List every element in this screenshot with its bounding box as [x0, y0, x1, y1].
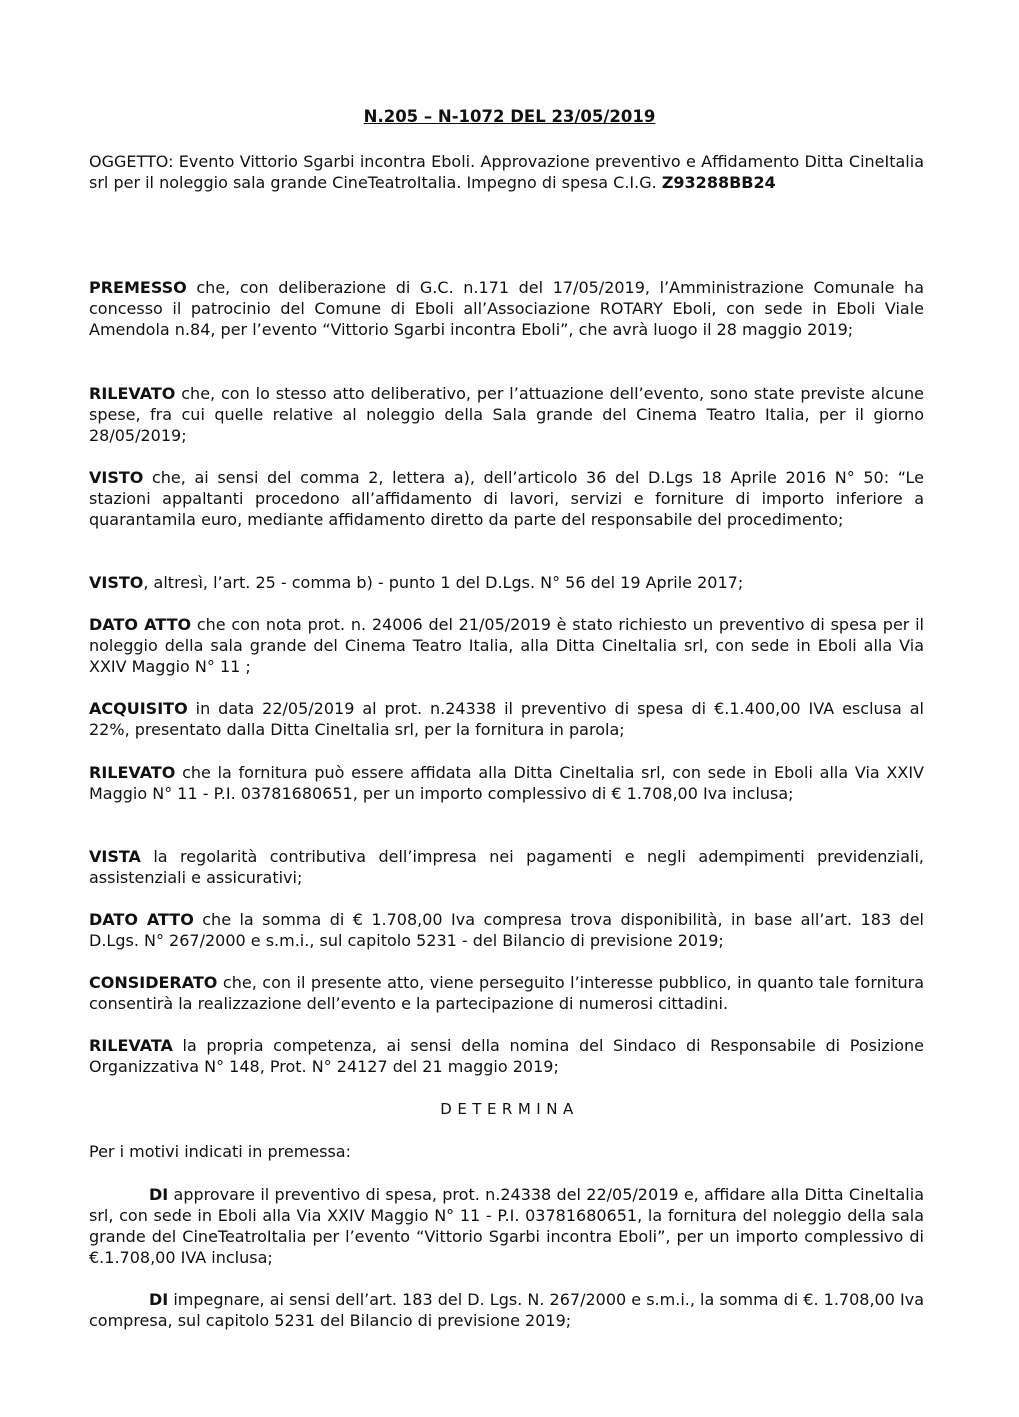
paragraph-keyword: PREMESSO: [89, 278, 187, 297]
paragraph-rilevato-fornitura: [89, 762, 924, 804]
determina-heading: DETERMINA: [440, 1100, 579, 1118]
paragraph-rilevato: [89, 383, 924, 446]
paragraph-keyword: VISTA: [89, 847, 141, 866]
paragraph-text: che, ai sensi del comma 2, lettera a), dell’articolo 36 del D.Lgs 18 Aprile 2016 N° 50: “Le stazioni appaltanti procedono all’affidamento di lavori, servizi e forniture di importo inferiore a quarantamila euro, mediante affidamento diretto da parte del responsabile del procedimento;: [89, 468, 924, 529]
paragraph-text: che con nota prot. n. 24006 del 21/05/2019 è stato richiesto un preventivo di spesa per il noleggio della sala grande del Cinema Teatro Italia, alla Ditta CineItalia srl, con sede in Eboli alla Via XXIV Maggio N° 11 ;: [89, 615, 925, 676]
oggetto-paragraph: [89, 151, 924, 193]
paragraph-text: , altresì, l’art. 25 - comma b) - punto 1 del D.Lgs. N° 56 del 19 Aprile 2017;: [143, 573, 744, 592]
paragraph-acquisito: [89, 698, 924, 740]
oggetto-text: OGGETTO: Evento Vittorio Sgarbi incontra Eboli. Approvazione preventivo e Affidamento Ditta CineItalia srl per il noleggio sala grande CineTeatroItalia. Impegno di spesa C.I.G.: [89, 152, 924, 192]
determina-item-approvare: [89, 1184, 924, 1268]
paragraph-keyword: RILEVATO: [89, 384, 176, 403]
paragraph-text: in data 22/05/2019 al prot. n.24338 il preventivo di spesa di €.1.400,00 IVA esclusa al 22%, presentato dalla Ditta CineItalia srl, per la fornitura in parola;: [89, 699, 924, 739]
determina-item-impegnare: [89, 1289, 924, 1331]
paragraph-keyword: ACQUISITO: [89, 699, 188, 718]
item-keyword: DI: [149, 1185, 169, 1204]
paragraph-text: che, con deliberazione di G.C. n.171 del 17/05/2019, l’Amministrazione Comunale ha concesso il patrocinio del Comune di Eboli all’Associazione ROTARY Eboli, con sede in Eboli Viale Amendola n.84, per l’evento “Vittorio Sgarbi incontra Eboli”, che avrà luogo il 28 maggio 2019;: [89, 278, 924, 339]
paragraph-keyword: RILEVATO: [89, 763, 176, 782]
item-text: approvare il preventivo di spesa, prot. n.24338 del 22/05/2019 e, affidare alla Ditta CineItalia srl, con sede in Eboli alla Via XXIV Maggio N° 11 - P.I. 03781680651, la fornitura del noleggio della sala grande del CineTeatroItalia per l’evento “Vittorio Sgarbi incontra Eboli”, per un importo complessivo di €.1.708,00 IVA inclusa;: [89, 1185, 924, 1267]
paragraph-keyword: VISTO: [89, 468, 144, 487]
paragraph-vista: [89, 846, 924, 888]
paragraph-visto: [89, 467, 924, 530]
paragraph-text: che, con lo stesso atto deliberativo, per l’attuazione dell’evento, sono state previste alcune spese, fra cui quelle relative al noleggio della Sala grande del Cinema Teatro Italia, per il giorno 28/05/2019;: [89, 384, 924, 445]
paragraph-keyword: RILEVATA: [89, 1036, 173, 1055]
paragraph-text: che, con il presente atto, viene perseguito l’interesse pubblico, in quanto tale fornitura consentirà la realizzazione dell’evento e la partecipazione di numerosi cittadini.: [89, 973, 924, 1013]
paragraph-keyword: CONSIDERATO: [89, 973, 218, 992]
paragraph-rilevata: [89, 1035, 924, 1077]
paragraph-considerato: [89, 972, 924, 1014]
item-text: impegnare, ai sensi dell’art. 183 del D. Lgs. N. 267/2000 e s.m.i., la somma di €. 1.708,00 Iva compresa, sul capitolo 5231 del Bilancio di previsione 2019;: [89, 1290, 924, 1330]
paragraph-text: che la somma di € 1.708,00 Iva compresa trova disponibilità, in base all’art. 183 del D.Lgs. N° 267/2000 e s.m.i., sul capitolo 5231 - del Bilancio di previsione 2019;: [89, 910, 925, 950]
paragraph-keyword: DATO ATTO: [89, 615, 192, 634]
paragraph-text: la propria competenza, ai sensi della nomina del Sindaco di Responsabile di Posizione Organizzativa N° 148, Prot. N° 24127 del 21 maggio 2019;: [89, 1036, 924, 1076]
paragraph-text: la regolarità contributiva dell’impresa nei pagamenti e negli adempimenti previdenziali, assistenziali e assicurativi;: [89, 847, 924, 887]
document-title: N.205 – N-1072 DEL 23/05/2019: [363, 107, 656, 126]
paragraph-dato-atto-somma: [89, 909, 924, 951]
paragraph-text: che la fornitura può essere affidata alla Ditta CineItalia srl, con sede in Eboli alla Via XXIV Maggio N° 11 - P.I. 03781680651, per un importo complessivo di € 1.708,00 Iva inclusa;: [89, 763, 924, 803]
determina-intro: Per i motivi indicati in premessa:: [89, 1142, 351, 1161]
paragraph-dato-atto: [89, 614, 924, 677]
paragraph-keyword: VISTO: [89, 573, 144, 592]
paragraph-visto-altresi: [89, 572, 924, 593]
paragraph-premesso: [89, 277, 924, 340]
item-keyword: DI: [149, 1290, 169, 1309]
paragraph-keyword: DATO ATTO: [89, 910, 194, 929]
cig-code: Z93288BB24: [661, 173, 776, 192]
